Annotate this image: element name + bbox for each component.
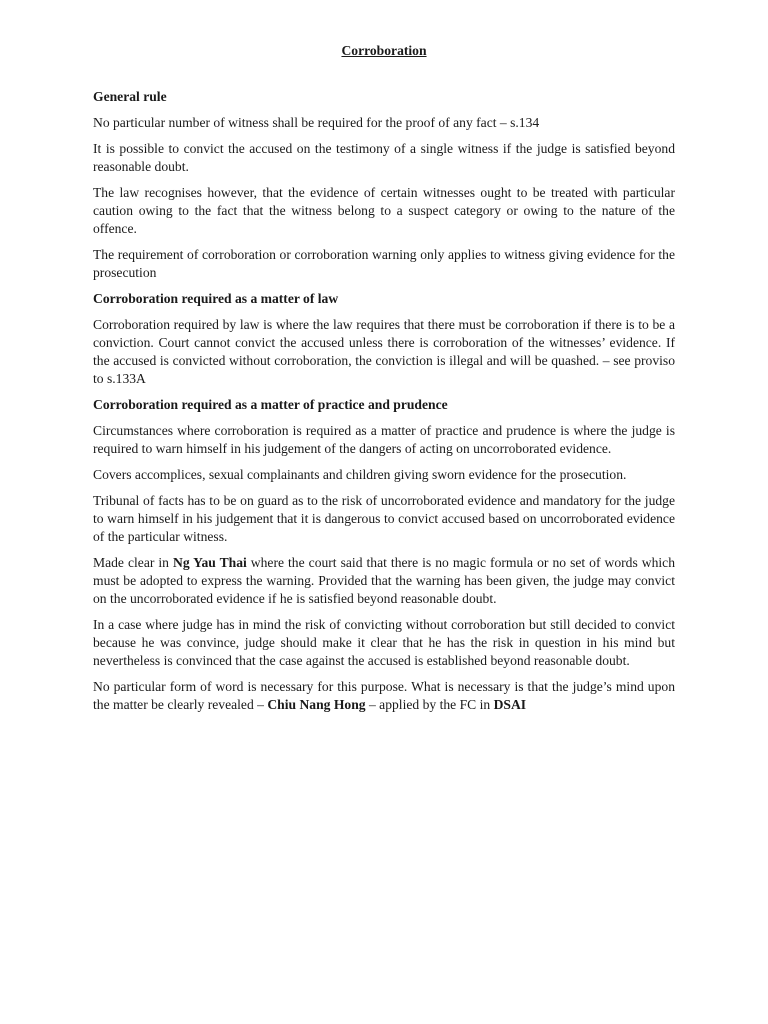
heading-practice-prudence: Corroboration required as a matter of practice and prudence [93,397,448,412]
paragraph-general-rule-3: The law recognises however, that the evidence of certain witnesses ought to be treated with particular caution owing to the fact that the witness belong to a suspect category or owing to the nature of the offence. [93,185,675,236]
heading-general-rule: General rule [93,89,167,104]
heading-matter-of-law: Corroboration required as a matter of law [93,291,339,306]
case-name-ng-yau-thai: Ng Yau Thai [173,555,247,570]
paragraph-matter-of-law-1: Corroboration required by law is where the law requires that there must be corroboration if there is to be a conviction. Court cannot convict the accused unless there is corroboration of the witnesses’ evidence. If the accused is convicted without corroboration, the conviction is illegal and will be quashed. – see proviso to s.133A [93,317,675,386]
paragraph-practice-6-prefix: No particular form of word is necessary for this purpose. What is necessary is that the judge’s mind upon the matter be clearly revealed – [93,679,675,712]
document-title: Corroboration [341,43,427,58]
paragraph-practice-1: Circumstances where corroboration is required as a matter of practice and prudence is where the judge is required to warn himself in his judgement of the dangers of acting on uncorroborated evidence. [93,423,675,456]
paragraph-general-rule-2: It is possible to convict the accused on the testimony of a single witness if the judge is satisfied beyond reasonable doubt. [93,141,675,174]
paragraph-practice-4-prefix: Made clear in [93,555,173,570]
paragraph-practice-6-mid: – applied by the FC in [365,697,494,712]
paragraph-practice-6 [93,678,675,714]
case-name-dsai: DSAI [493,697,527,712]
paragraph-general-rule-4: The requirement of corroboration or corroboration warning only applies to witness giving evidence for the prosecution [93,247,675,280]
document-page [93,41,675,722]
paragraph-general-rule-1: No particular number of witness shall be required for the proof of any fact – s.134 [93,115,540,130]
case-name-chiu-nang-hong: Chiu Nang Hong [267,697,366,712]
paragraph-practice-3: Tribunal of facts has to be on guard as to the risk of uncorroborated evidence and mandatory for the judge to warn himself in his judgement that it is dangerous to convict accused based on uncorroborated evidence of the particular witness. [93,493,675,544]
paragraph-practice-4 [93,554,675,608]
paragraph-practice-5: In a case where judge has in mind the risk of convicting without corroboration but still decided to convict because he was convince, judge should make it clear that he has the risk in question in his mind but nevertheless is convinced that the case against the accused is established beyond reasonable doubt. [93,617,675,668]
paragraph-practice-2: Covers accomplices, sexual complainants and children giving sworn evidence for the prosecution. [93,467,627,482]
paragraph-practice-4-suffix: where the court said that there is no magic formula or no set of words which must be adopted to express the warning. Provided that the warning has been given, the judge may convict on the uncorroborated evidence if he is satisfied beyond reasonable doubt. [93,555,676,606]
